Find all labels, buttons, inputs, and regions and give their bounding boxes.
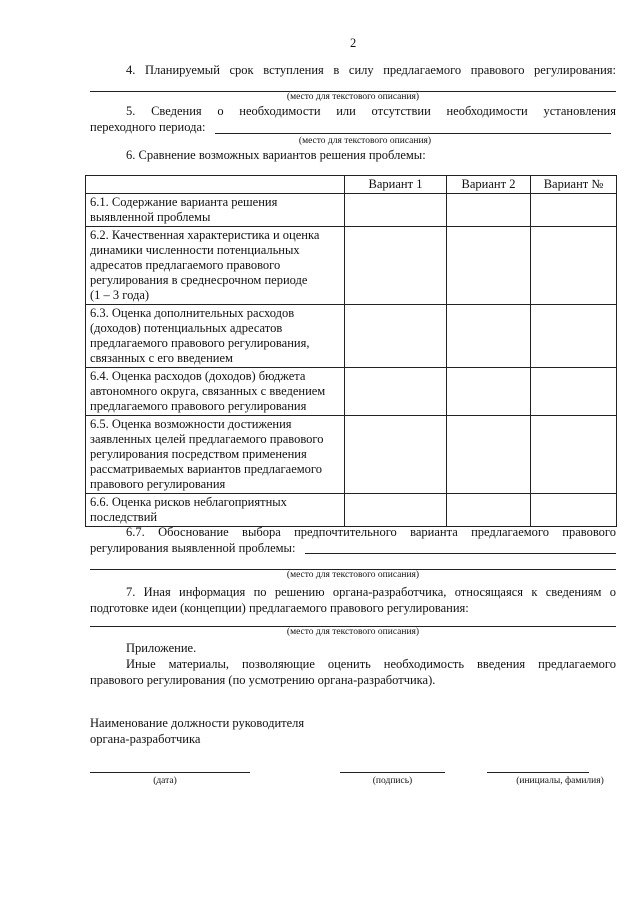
table-header-cell: Вариант № xyxy=(531,176,617,194)
row-label-line: регулирования посредством применения xyxy=(90,447,307,461)
table-row xyxy=(86,368,617,416)
table-header-row xyxy=(86,176,617,194)
table-row xyxy=(86,305,617,368)
row-label-line: рассматриваемых вариантов предлагаемого xyxy=(90,462,322,476)
table-cell[interactable] xyxy=(531,305,617,368)
table-cell[interactable] xyxy=(531,416,617,494)
table-header-cell xyxy=(86,176,345,194)
table-row xyxy=(86,494,617,527)
appendix-text-line2: правового регулирования (по усмотрению органа-разработчика). xyxy=(90,673,436,687)
signature-caption: (подпись) xyxy=(372,776,413,786)
page-number: 2 xyxy=(350,36,357,50)
name-caption: (инициалы, фамилия) xyxy=(516,776,604,786)
row-label-line: (1 – 3 года) xyxy=(90,288,150,302)
section-7-caption: (место для текстового описания) xyxy=(286,627,420,637)
position-title-line1: Наименование должности руководителя xyxy=(90,716,305,730)
table-row xyxy=(86,227,617,305)
row-label xyxy=(86,227,345,305)
row-label xyxy=(86,494,345,527)
section-6-heading: 6. Сравнение возможных вариантов решения проблемы: xyxy=(126,148,426,162)
section-5-text-line2: переходного периода: xyxy=(90,120,206,134)
table-header-cell: Вариант 2 xyxy=(447,176,531,194)
table-cell[interactable] xyxy=(345,305,447,368)
row-label xyxy=(86,368,345,416)
section-6-7-text-line2: регулирования выявленной проблемы: xyxy=(90,541,296,555)
row-label-line: предлагаемого правового регулирования xyxy=(90,399,307,413)
row-label-line: последствий xyxy=(90,510,158,524)
section-7-text-line2: подготовке идеи (концепции) предлагаемого правового регулирования: xyxy=(90,601,469,615)
table-row xyxy=(86,416,617,494)
section-7-text-line1: 7. Иная информация по решению органа-разработчика, относящаяся к сведениям о xyxy=(126,585,616,599)
row-label xyxy=(86,416,345,494)
table-cell[interactable] xyxy=(447,305,531,368)
table-cell[interactable] xyxy=(345,227,447,305)
section-5-field[interactable] xyxy=(215,133,611,134)
appendix-title: Приложение. xyxy=(126,641,197,655)
table-cell[interactable] xyxy=(447,368,531,416)
table-cell[interactable] xyxy=(345,416,447,494)
table-cell[interactable] xyxy=(345,494,447,527)
position-title-line2: органа-разработчика xyxy=(90,732,201,746)
row-label-line: выявленной проблемы xyxy=(90,210,211,224)
table-cell[interactable] xyxy=(531,494,617,527)
name-field[interactable] xyxy=(487,772,589,773)
row-label-line: 6.4. Оценка расходов (доходов) бюджета xyxy=(90,369,306,383)
row-label-line: заявленных целей предлагаемого правового xyxy=(90,432,324,446)
row-label-line: 6.5. Оценка возможности достижения xyxy=(90,417,292,431)
section-6-7-caption: (место для текстового описания) xyxy=(286,570,420,580)
section-4-text: 4. Планируемый срок вступления в силу предлагаемого правового регулирования: xyxy=(126,63,616,77)
table-cell[interactable] xyxy=(345,194,447,227)
table-cell[interactable] xyxy=(531,227,617,305)
table-cell[interactable] xyxy=(531,194,617,227)
row-label-line: (доходов) потенциальных адресатов xyxy=(90,321,283,335)
row-label-line: регулирования в среднесрочном периоде xyxy=(90,273,308,287)
row-label-line: 6.1. Содержание варианта решения xyxy=(90,195,278,209)
row-label xyxy=(86,305,345,368)
table-row xyxy=(86,194,617,227)
table-cell[interactable] xyxy=(447,227,531,305)
appendix-text-line1: Иные материалы, позволяющие оценить необходимость введения предлагаемого xyxy=(126,657,616,671)
row-label-line: 6.6. Оценка рисков неблагоприятных xyxy=(90,495,287,509)
comparison-table xyxy=(85,175,617,527)
table-cell[interactable] xyxy=(531,368,617,416)
table-cell[interactable] xyxy=(447,494,531,527)
signature-field[interactable] xyxy=(340,772,445,773)
row-label-line: автономного округа, связанных с введением xyxy=(90,384,326,398)
section-6-7-field-1[interactable] xyxy=(305,553,616,554)
row-label-line: 6.2. Качественная характеристика и оценка xyxy=(90,228,320,242)
row-label-line: связанных с его введением xyxy=(90,351,233,365)
row-label-line: предлагаемого правового регулирования, xyxy=(90,336,310,350)
table-cell[interactable] xyxy=(345,368,447,416)
section-4-caption: (место для текстового описания) xyxy=(286,92,420,102)
table-header-cell: Вариант 1 xyxy=(345,176,447,194)
table-cell[interactable] xyxy=(447,416,531,494)
table-cell[interactable] xyxy=(447,194,531,227)
section-5-text-line1: 5. Сведения о необходимости или отсутствии необходимости установления xyxy=(126,104,616,118)
row-label-line: правового регулирования xyxy=(90,477,226,491)
row-label-line: динамики численности потенциальных xyxy=(90,243,300,257)
row-label-line: 6.3. Оценка дополнительных расходов xyxy=(90,306,295,320)
section-5-caption: (место для текстового описания) xyxy=(298,136,432,146)
section-6-7-text-line1: 6.7. Обоснование выбора предпочтительного варианта предлагаемого правового xyxy=(126,525,616,539)
row-label-line: адресатов предлагаемого правового xyxy=(90,258,281,272)
row-label xyxy=(86,194,345,227)
date-caption: (дата) xyxy=(153,776,177,786)
date-field[interactable] xyxy=(90,772,250,773)
